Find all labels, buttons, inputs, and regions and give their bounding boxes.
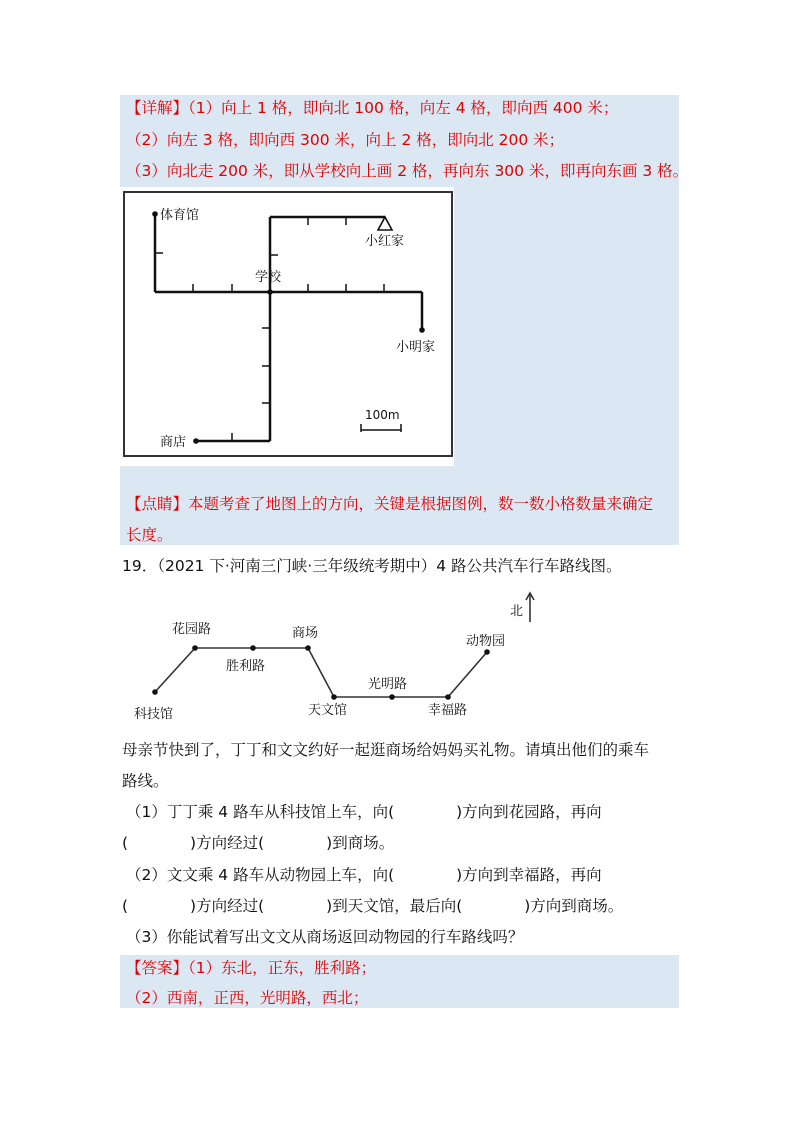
school-point — [267, 289, 273, 295]
answer-line-2: （2）西南，正西，光明路，西北； — [126, 989, 369, 1007]
label-shenglilu: 胜利路 — [226, 659, 266, 674]
stop-shangchang — [305, 645, 311, 651]
xiaohong-label: 小红家 — [365, 234, 405, 249]
detail-line-2: （2）向左 3 格，即向西 300 米，向上 2 格，即向北 200 米； — [126, 131, 565, 149]
answer-line-1 — [126, 958, 376, 978]
q2-line-a: （2）文文乘 4 路车从动物园上车，向( )方向到幸福路，再向 — [126, 866, 602, 884]
answer-text-1: （1）东北，正东，胜利路； — [188, 959, 377, 977]
stop-tianwenguan — [331, 694, 337, 700]
detail-line-1 — [126, 98, 618, 118]
bus-route-figure — [130, 590, 550, 725]
shop-point — [193, 438, 199, 444]
school-label: 学校 — [255, 270, 282, 285]
label-xingfulu: 幸福路 — [428, 703, 468, 718]
label-shangchang: 商场 — [292, 626, 319, 641]
label-dongwuyuan: 动物园 — [466, 634, 506, 649]
stop-guangminglu — [389, 694, 395, 700]
detail-tag: 【详解】 — [126, 99, 189, 117]
bus-route-svg — [130, 590, 550, 725]
answer-tag: 【答案】 — [126, 959, 189, 977]
comment-tag: 【点睛】 — [126, 495, 189, 513]
xiaoming-label: 小明家 — [396, 340, 436, 355]
intro-line-2: 路线。 — [122, 772, 169, 790]
route-map-figure — [120, 187, 454, 466]
route-map-svg — [120, 187, 454, 466]
bus-route-line — [155, 648, 487, 697]
label-tianwenguan: 天文馆 — [308, 703, 348, 718]
label-huayuanlu: 花园路 — [172, 622, 212, 637]
label-guangminglu: 光明路 — [368, 677, 408, 692]
question-title: 19．（2021 下·河南三门峡·三年级统考期中）4 路公共汽车行车路线图。 — [122, 557, 622, 575]
comment-text-1: 本题考查了地图上的方向，关键是根据图例，数一数小格数量来确定 — [188, 495, 654, 513]
detail-text-1: （1）向上 1 格，即向北 100 格，向左 4 格，即向西 400 米； — [188, 99, 619, 117]
stop-xingfulu — [445, 694, 451, 700]
stop-huayuanlu — [192, 645, 198, 651]
stop-kejiguan — [152, 689, 158, 695]
q1-line-a: （1）丁丁乘 4 路车从科技馆上车，向( )方向到花园路，再向 — [126, 803, 602, 821]
gym-label: 体育馆 — [160, 208, 200, 223]
scale-label: 100m — [365, 408, 400, 422]
q2-line-b: ( )方向经过( )到天文馆，最后向( )方向到商场。 — [122, 897, 624, 915]
detail-line-3: （3）向北走 200 米，即从学校向上画 2 格，再向东 300 米，即再向东画 3 格。 — [126, 162, 689, 180]
comment-line-1 — [126, 494, 653, 514]
gym-point — [152, 211, 158, 217]
north-label: 北 — [510, 604, 524, 619]
comment-line-2: 长度。 — [126, 526, 173, 544]
xiaohong-house-icon — [378, 217, 392, 230]
stop-dongwuyuan — [484, 649, 490, 655]
q3-line: （3）你能试着写出文文从商场返回动物园的行车路线吗？ — [126, 928, 524, 946]
xiaoming-point — [419, 327, 425, 333]
stop-shenglilu — [250, 645, 256, 651]
shop-label: 商店 — [160, 435, 187, 450]
scale-bar — [361, 424, 401, 432]
label-kejiguan: 科技馆 — [134, 707, 174, 722]
q1-line-b: ( )方向经过( )到商场。 — [122, 834, 395, 852]
intro-line-1: 母亲节快到了，丁丁和文文约好一起逛商场给妈妈买礼物。请填出他们的乘车 — [122, 741, 650, 759]
